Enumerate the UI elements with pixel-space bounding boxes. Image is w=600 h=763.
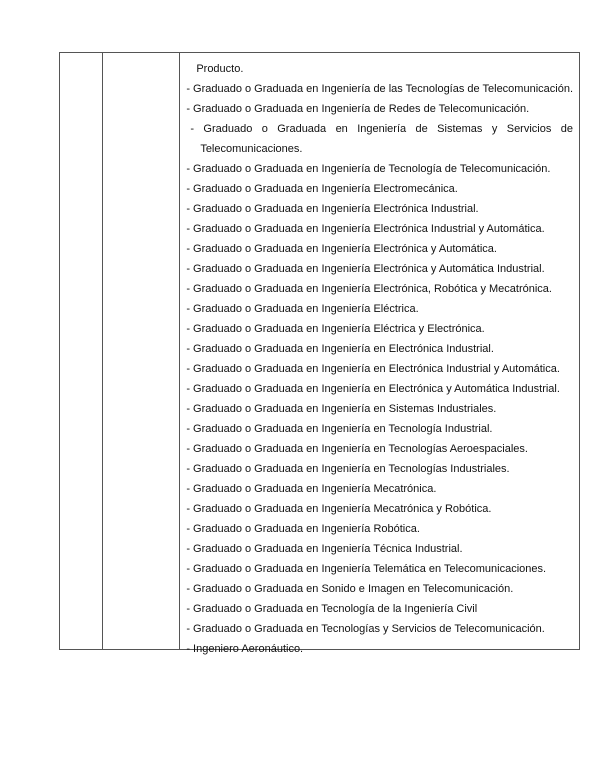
list-item: - Graduado o Graduada en Ingeniería en Electrónica Industrial. — [186, 343, 494, 355]
list-item: - Graduado o Graduada en Ingeniería de Redes de Telecomunicación. — [186, 103, 530, 115]
list-item: - Ingeniero Aeronáutico. — [186, 643, 304, 655]
qualifications-table — [59, 52, 580, 655]
list-item: - Graduado o Graduada en Ingeniería Electrónica, Robótica y Mecatrónica. — [186, 283, 552, 295]
list-item: - Graduado o Graduada en Ingeniería Mecatrónica. — [186, 483, 437, 495]
list-item: - Graduado o Graduada en Ingeniería Electrónica y Automática. — [186, 243, 497, 255]
table-cell-empty-2 — [103, 53, 180, 649]
list-item: - Graduado o Graduada en Ingeniería de Tecnología de Telecomunicación. — [186, 163, 551, 175]
list-item: - Graduado o Graduada en Ingeniería Técnica Industrial. — [186, 543, 463, 555]
list-item: - Graduado o Graduada en Ingeniería Robótica. — [186, 523, 420, 535]
list-item: - Graduado o Graduada en Ingeniería Electrónica Industrial. — [186, 203, 479, 215]
list-item: - Graduado o Graduada en Ingeniería en Electrónica Industrial y Automática. — [186, 363, 560, 375]
list-item: - Graduado o Graduada en Ingeniería Eléctrica y Electrónica. — [186, 323, 485, 335]
list-item: - Graduado o Graduada en Sonido e Imagen en Telecomunicación. — [186, 583, 514, 595]
list-item: - Graduado o Graduada en Ingeniería en Tecnologías Aeroespaciales. — [186, 443, 528, 455]
list-item: - Graduado o Graduada en Tecnología de la Ingeniería Civil — [186, 603, 478, 615]
list-item: - Graduado o Graduada en Ingeniería en Sistemas Industriales. — [186, 403, 497, 415]
list-item-continuation: Telecomunicaciones. — [200, 143, 303, 155]
table-cell-empty-1 — [60, 53, 103, 649]
list-item: - Graduado o Graduada en Ingeniería Mecatrónica y Robótica. — [186, 503, 492, 515]
list-item: - Graduado o Graduada en Ingeniería Electrónica Industrial y Automática. — [186, 223, 545, 235]
list-item: - Graduado o Graduada en Ingeniería en Tecnologías Industriales. — [186, 463, 510, 475]
list-item: - Graduado o Graduada en Ingeniería en Tecnología Industrial. — [186, 423, 493, 435]
degree-list-cell — [180, 53, 579, 655]
list-item: - Graduado o Graduada en Ingeniería de Sistemas y Servicios de — [190, 123, 573, 135]
list-item: - Graduado o Graduada en Ingeniería Electromecánica. — [186, 183, 458, 195]
list-item: - Graduado o Graduada en Tecnologías y Servicios de Telecomunicación. — [186, 623, 545, 635]
list-item: - Graduado o Graduada en Ingeniería Eléctrica. — [186, 303, 419, 315]
list-item: - Graduado o Graduada en Ingeniería en Electrónica y Automática Industrial. — [186, 383, 560, 395]
list-item: - Graduado o Graduada en Ingeniería Telemática en Telecomunicaciones. — [186, 563, 547, 575]
list-item: - Graduado o Graduada en Ingeniería de las Tecnologías de Telecomunicación. — [186, 83, 573, 95]
list-item: - Graduado o Graduada en Ingeniería Electrónica y Automática Industrial. — [186, 263, 545, 275]
list-item: Producto. — [196, 63, 244, 75]
